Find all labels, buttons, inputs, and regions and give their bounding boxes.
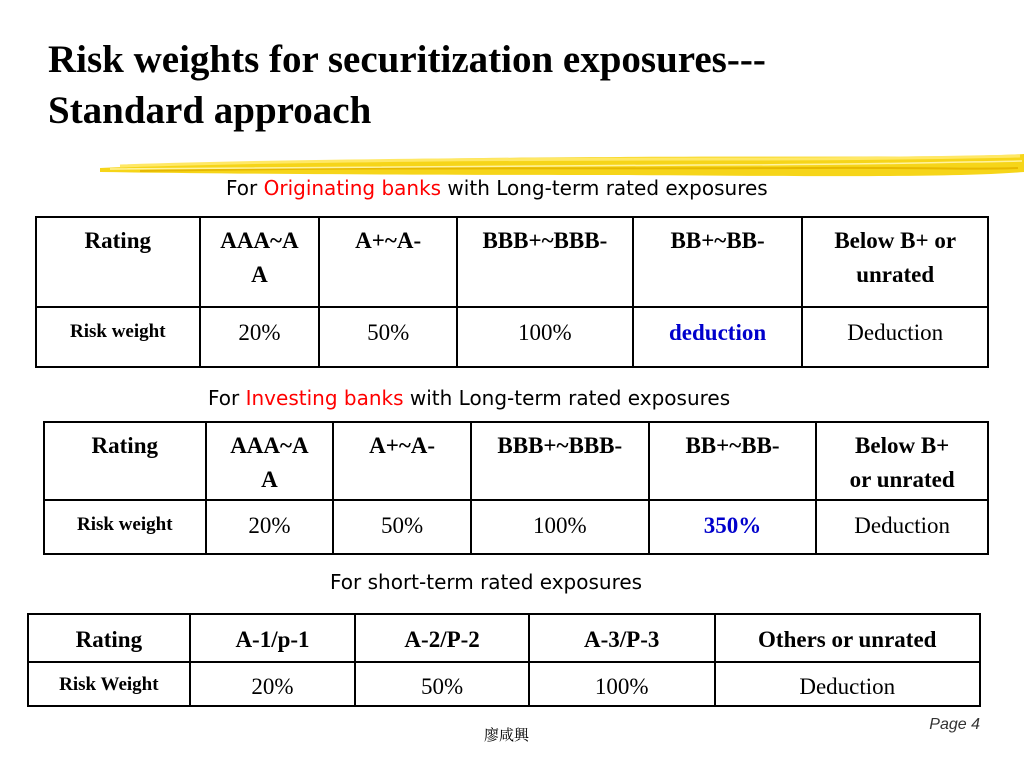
table-header-row — [36, 217, 988, 307]
caption-prefix: For — [226, 176, 264, 200]
rating-band-header: AAA~A A — [206, 422, 334, 500]
risk-weight-value: 100% — [471, 500, 649, 554]
caption-suffix: with Long-term rated exposures — [403, 386, 731, 410]
rating-band-header: BBB+~BBB- — [471, 422, 649, 500]
table-header-row — [44, 422, 988, 500]
caption-highlight: Investing banks — [245, 386, 404, 410]
rating-band-header: A-3/P-3 — [529, 614, 715, 662]
risk-weight-label: Risk weight — [36, 307, 200, 367]
risk-weight-value: 100% — [529, 662, 715, 706]
risk-weight-label: Risk Weight — [28, 662, 190, 706]
rating-band-header: BB+~BB- — [649, 422, 817, 500]
risk-weight-value: 20% — [190, 662, 356, 706]
slide-title — [48, 34, 988, 136]
rating-band-header: BBB+~BBB- — [457, 217, 633, 307]
risk-weight-value: 50% — [355, 662, 529, 706]
table-row — [28, 662, 980, 706]
risk-weight-value: Deduction — [816, 500, 988, 554]
table-investing — [43, 421, 989, 555]
table-originating — [35, 216, 989, 368]
table-header-row — [28, 614, 980, 662]
table-row — [36, 307, 988, 367]
risk-weight-value: 100% — [457, 307, 633, 367]
risk-weight-label: Risk weight — [44, 500, 206, 554]
caption-originating — [226, 176, 768, 200]
risk-weight-value: 50% — [333, 500, 471, 554]
risk-weight-value: 20% — [206, 500, 334, 554]
title-line-1: Risk weights for securitization exposures--- — [48, 38, 766, 81]
risk-weight-value: Deduction — [715, 662, 981, 706]
rating-band-header: Below B+ or unrated — [802, 217, 988, 307]
title-line-2: Standard approach — [48, 89, 372, 132]
rating-band-header: BB+~BB- — [633, 217, 803, 307]
rating-header-cell: Rating — [28, 614, 190, 662]
rating-band-header: A-2/P-2 — [355, 614, 529, 662]
rating-header-cell: Rating — [44, 422, 206, 500]
rating-band-header: A+~A- — [333, 422, 471, 500]
rating-band-header: A+~A- — [319, 217, 457, 307]
rating-band-header: Others or unrated — [715, 614, 981, 662]
risk-weight-value: Deduction — [802, 307, 988, 367]
rating-band-header: A-1/p-1 — [190, 614, 356, 662]
caption-highlight: Originating banks — [263, 176, 442, 200]
caption-suffix: with Long-term rated exposures — [441, 176, 768, 200]
page-number: Page 4 — [929, 716, 980, 733]
caption-prefix: For — [208, 386, 246, 410]
caption-short-term — [330, 570, 642, 594]
risk-weight-value: 50% — [319, 307, 457, 367]
rating-band-header: Below B+ or unrated — [816, 422, 988, 500]
risk-weight-value: 20% — [200, 307, 320, 367]
risk-weight-value: 350% — [649, 500, 817, 554]
table-short-term — [27, 613, 981, 707]
author-name: 廖咸興 — [484, 726, 530, 744]
table-row — [44, 500, 988, 554]
caption-prefix: For short-term rated exposures — [330, 570, 643, 594]
caption-investing — [208, 386, 730, 410]
risk-weight-value: deduction — [633, 307, 803, 367]
rating-header-cell: Rating — [36, 217, 200, 307]
rating-band-header: AAA~A A — [200, 217, 320, 307]
